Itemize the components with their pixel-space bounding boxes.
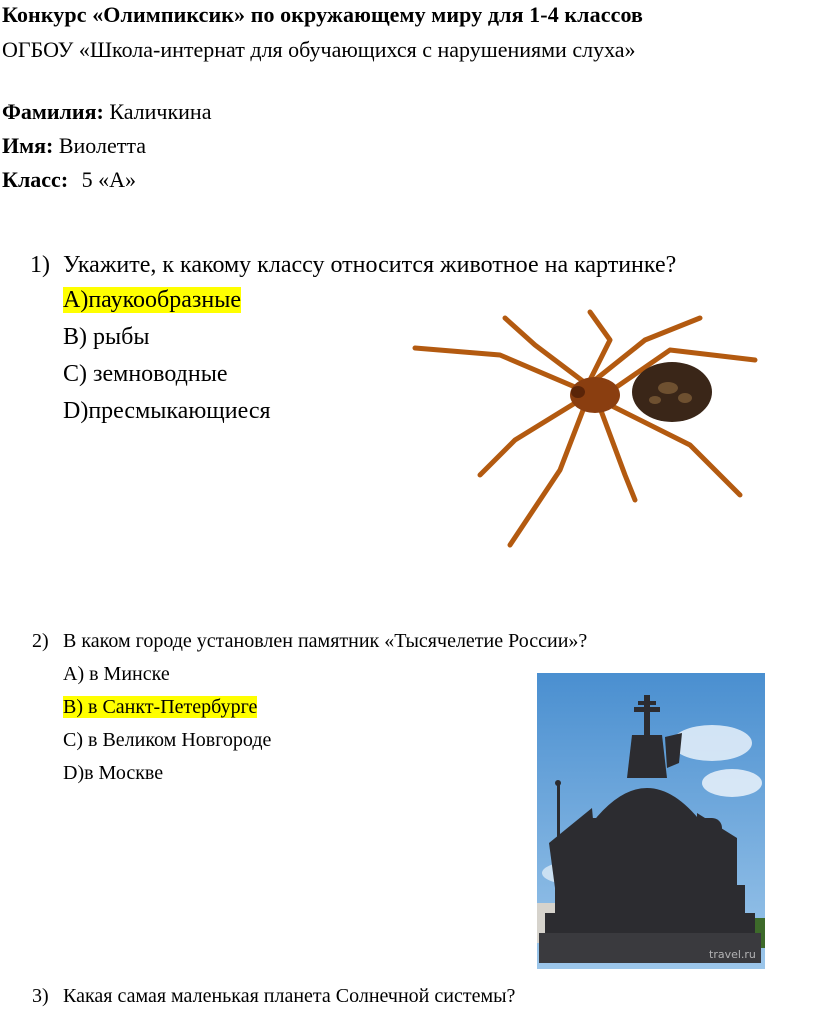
question-3-number: 3) xyxy=(32,985,49,1007)
class-line xyxy=(2,167,136,193)
school-name: ОГБОУ «Школа-интернат для обучающихся с нарушениями слуха» xyxy=(2,37,636,62)
class-label: Класс: xyxy=(2,167,69,192)
monument-image xyxy=(537,673,765,969)
spider-image xyxy=(410,300,760,555)
question-1-option-b: B) рыбы xyxy=(63,324,150,350)
question-2-option-a: A) в Минске xyxy=(63,663,170,685)
surname-label: Фамилия: xyxy=(2,99,104,124)
surname-value: Каличкина xyxy=(109,99,212,124)
class-value: 5 «А» xyxy=(81,167,137,192)
name-label: Имя: xyxy=(2,133,54,158)
question-3-text: Какая самая маленькая планета Солнечной системы? xyxy=(63,985,516,1007)
surname-line xyxy=(2,99,211,125)
name-line xyxy=(2,133,146,159)
spider-leg xyxy=(415,348,582,390)
contest-title: Конкурс «Олимпиксик» по окружающему миру для 1-4 классов xyxy=(2,2,643,27)
question-1-text: Укажите, к какому классу относится животное на картинке? xyxy=(63,252,677,278)
question-2-option-d: D)в Москве xyxy=(63,762,164,784)
question-2-number: 2) xyxy=(32,630,49,652)
answer-highlight: B) в Санкт-Петербурге xyxy=(63,696,258,718)
question-2-text: В каком городе установлен памятник «Тысячелетие России»? xyxy=(63,630,588,652)
question-2-option-b xyxy=(63,696,257,719)
monument-pedestal xyxy=(555,885,745,915)
image-watermark: travel.ru xyxy=(709,948,756,961)
monument-angel xyxy=(627,735,667,778)
name-value: Виолетта xyxy=(58,133,146,158)
spider-leg xyxy=(600,408,635,500)
question-2-option-c: C) в Великом Новгороде xyxy=(63,729,272,751)
question-1-option-d: D)пресмыкающиеся xyxy=(63,398,271,424)
spider-leg xyxy=(510,405,585,545)
question-1-number: 1) xyxy=(30,252,50,278)
answer-highlight: A)паукообразные xyxy=(63,287,242,313)
question-1-option-a xyxy=(63,287,241,314)
question-1-option-c: C) земноводные xyxy=(63,361,228,387)
